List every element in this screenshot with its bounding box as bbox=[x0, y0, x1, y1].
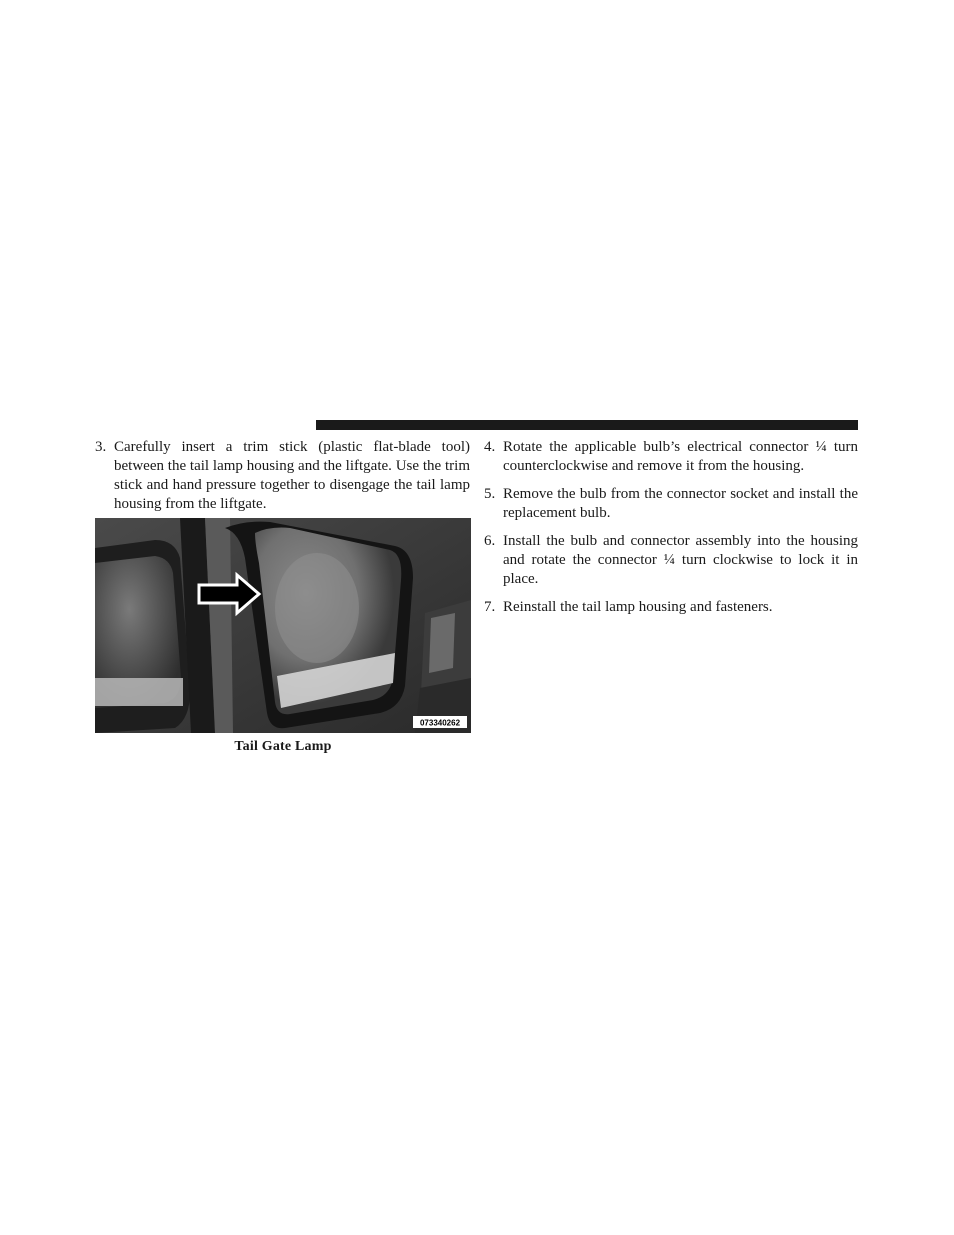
figure-caption: Tail Gate Lamp bbox=[234, 739, 332, 754]
tail-gate-lamp-photo bbox=[95, 518, 471, 733]
step-number: 4. bbox=[484, 439, 496, 455]
step-number: 7. bbox=[484, 599, 496, 615]
right-column bbox=[484, 438, 858, 626]
step-text: Remove the bulb from the connector socket and install the replacement bulb. bbox=[503, 486, 858, 521]
step-3 bbox=[95, 438, 470, 514]
step-7 bbox=[484, 598, 858, 617]
section-header-bar bbox=[316, 420, 858, 430]
step-6 bbox=[484, 532, 858, 589]
step-text: Rotate the applicable bulb’s electrical connector ¼ turn counterclockwise and remove it from the housing. bbox=[503, 439, 858, 474]
step-5 bbox=[484, 485, 858, 523]
step-number: 5. bbox=[484, 486, 496, 502]
left-column bbox=[95, 438, 470, 523]
step-number: 3. bbox=[95, 439, 107, 455]
step-text: Carefully insert a trim stick (plastic flat-blade tool) between the tail lamp housing and the liftgate. Use the trim stick and hand pressure together to disengage the tail lamp housing from the liftgate. bbox=[114, 439, 470, 512]
step-number: 6. bbox=[484, 533, 496, 549]
step-4 bbox=[484, 438, 858, 476]
step-text: Install the bulb and connector assembly into the housing and rotate the connector ¼ turn clockwise to lock it in place. bbox=[503, 533, 858, 587]
step-text: Reinstall the tail lamp housing and fasteners. bbox=[503, 599, 773, 615]
figure-id-label: 073340262 bbox=[419, 718, 461, 728]
